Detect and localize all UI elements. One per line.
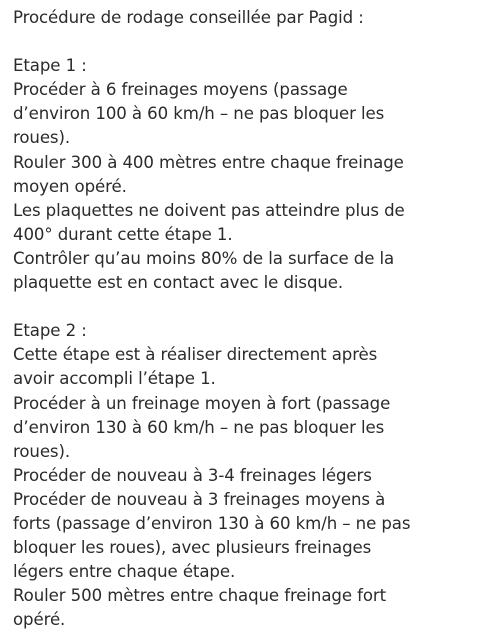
step-1-line: Rouler 300 à 400 mètres entre chaque freinage — [13, 152, 404, 172]
step-2-line: d’environ 130 à 60 km/h – ne pas bloquer les — [13, 417, 385, 437]
step-2-line: Cette étape est à réaliser directement après — [13, 345, 378, 365]
step-1-line: plaquette est en contact avec le disque. — [13, 273, 344, 293]
step-2-line: avoir accompli l’étape 1. — [13, 369, 216, 389]
step-1-line: d’environ 100 à 60 km/h – ne pas bloquer les — [13, 104, 385, 124]
paragraph-spacer — [13, 295, 469, 319]
step-2-line: forts (passage d’environ 130 à 60 km/h – ne pas — [13, 513, 411, 533]
step-1-line: moyen opéré. — [13, 176, 127, 196]
step-2-line: Procéder de nouveau à 3-4 freinages légers — [13, 465, 372, 485]
step-1-line: Procéder à 6 freinages moyens (passage — [13, 80, 348, 100]
step-1-line: 400° durant cette étape 1. — [13, 224, 233, 244]
step-1-heading: Etape 1 : — [13, 56, 87, 76]
step-1-line: roues). — [13, 128, 71, 148]
step-2-line: Rouler 500 mètres entre chaque freinage fort — [13, 586, 387, 606]
step-2-line: légers entre chaque étape. — [13, 562, 236, 582]
step-2-line: bloquer les roues), avec plusieurs freinages — [13, 538, 372, 558]
step-1-line: Les plaquettes ne doivent pas atteindre plus de — [13, 200, 405, 220]
step-2-line: opéré. — [13, 610, 66, 630]
step-2-line: roues). — [13, 441, 71, 461]
step-1-line: Contrôler qu’au moins 80% de la surface de la — [13, 248, 395, 268]
document-title: Procédure de rodage conseillée par Pagid : — [13, 8, 364, 27]
step-2-heading: Etape 2 : — [13, 321, 87, 341]
paragraph-spacer — [13, 30, 469, 54]
step-2-line: Procéder de nouveau à 3 freinages moyens à — [13, 489, 386, 509]
step-2-line: Procéder à un freinage moyen à fort (passage — [13, 393, 391, 413]
